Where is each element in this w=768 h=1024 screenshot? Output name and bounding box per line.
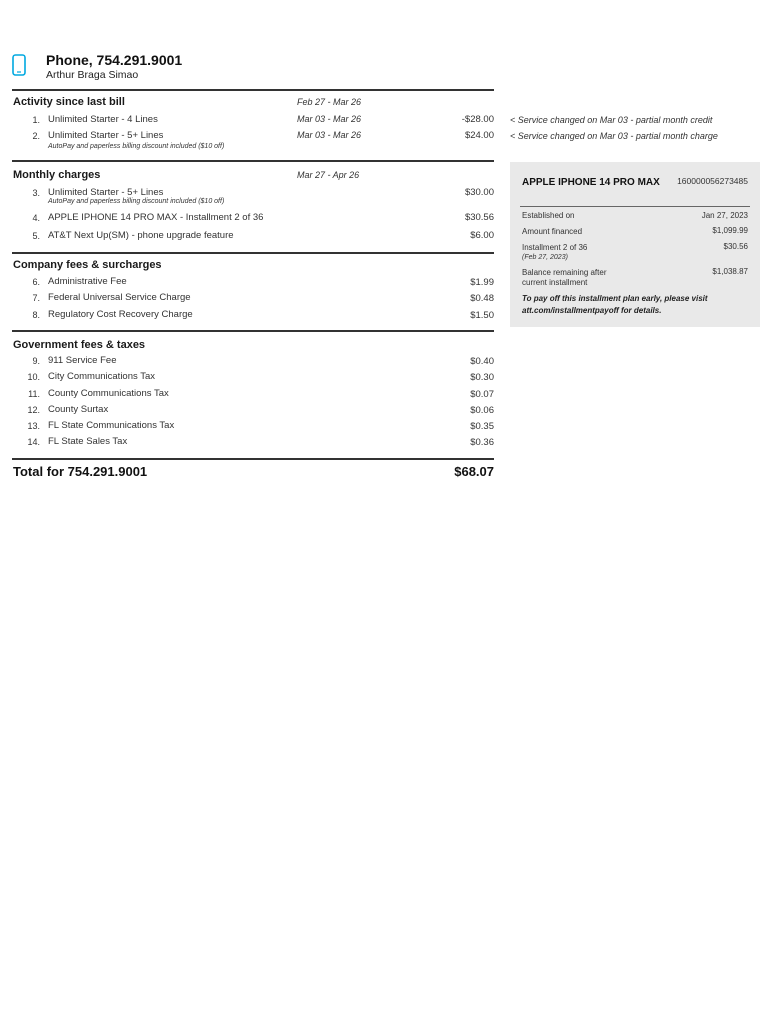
line-item-label: Unlimited Starter - 5+ Lines: [48, 130, 164, 141]
company-fees-section-title: Company fees & surcharges: [13, 259, 162, 271]
line-item-label: FL State Sales Tax: [48, 436, 128, 447]
line-item-dates: Mar 03 - Mar 26: [297, 114, 362, 124]
established-value: Jan 27, 2023: [701, 211, 748, 220]
financed-value: $1,099.99: [712, 226, 748, 235]
line-item-dates: Mar 03 - Mar 26: [297, 130, 362, 140]
section-divider: [12, 160, 494, 162]
box-divider: [520, 206, 750, 207]
line-item-label: AT&T Next Up(SM) - phone upgrade feature: [48, 230, 234, 241]
line-item-amount: $0.36: [470, 437, 494, 448]
discount-note: AutoPay and paperless billing discount included ($10 off): [48, 143, 225, 150]
line-item-number: 11.: [28, 389, 40, 399]
monthly-section-title: Monthly charges: [13, 169, 101, 181]
line-item-amount: $24.00: [464, 130, 494, 141]
line-item-amount: $0.07: [470, 389, 494, 400]
line-item-number: 12.: [27, 405, 40, 415]
line-item-number: 13.: [27, 421, 40, 431]
section-divider: [12, 252, 494, 254]
discount-note: AutoPay and paperless billing discount included ($10 off): [48, 198, 225, 205]
line-item-label: APPLE IPHONE 14 PRO MAX - Installment 2 of 36: [48, 212, 264, 223]
line-item-amount: $1.50: [470, 310, 494, 321]
line-item-amount: $0.06: [470, 405, 494, 416]
line-item-label: County Surtax: [48, 404, 109, 415]
installment-label: Installment 2 of 36: [522, 243, 588, 252]
line-item-number: 3.: [32, 188, 40, 198]
line-item-number: 10.: [27, 372, 40, 382]
activity-date-range: Feb 27 - Mar 26: [297, 97, 362, 107]
line-item-label: City Communications Tax: [48, 371, 156, 382]
line-item-label: Regulatory Cost Recovery Charge: [48, 309, 193, 320]
line-item-number: 8.: [32, 310, 40, 320]
device-title: APPLE IPHONE 14 PRO MAX: [522, 177, 660, 188]
line-item-amount: $30.00: [464, 187, 494, 198]
page-title: Phone, 754.291.9001: [46, 52, 183, 68]
account-holder-name: Arthur Braga Simao: [46, 69, 139, 81]
line-item-amount: $0.30: [470, 372, 494, 383]
line-item-amount: $30.56: [464, 212, 494, 223]
line-item-number: 7.: [32, 293, 40, 303]
line-item-label: Unlimited Starter - 4 Lines: [48, 114, 158, 125]
line-item-number: 4.: [32, 213, 40, 223]
line-item-number: 9.: [32, 356, 40, 366]
line-item-number: 6.: [32, 277, 40, 287]
government-fees-section-title: Government fees & taxes: [13, 339, 146, 351]
financed-label: Amount financed: [522, 227, 583, 236]
line-item-label: Federal Universal Service Charge: [48, 292, 191, 303]
section-divider: [12, 330, 494, 332]
line-item-number: 14.: [27, 437, 40, 447]
section-divider: [12, 89, 494, 91]
payoff-instructions: To pay off this installment plan early, please visit att.com/installmentpayoff for details.: [522, 294, 708, 315]
line-item-amount: $0.40: [470, 356, 494, 367]
balance-label: Balance remaining after current installment: [522, 268, 607, 287]
line-item-amount: $6.00: [470, 230, 494, 241]
total-label: Total for 754.291.9001: [13, 464, 148, 479]
installment-date: (Feb 27, 2023): [522, 254, 568, 261]
established-label: Established on: [522, 211, 575, 220]
line-item-label: Administrative Fee: [48, 276, 127, 287]
section-divider: [12, 458, 494, 460]
line-item-number: 2.: [32, 131, 40, 141]
line-item-side-note: < Service changed on Mar 03 - partial month charge: [510, 131, 718, 141]
line-item-amount: $0.48: [470, 293, 494, 304]
line-item-amount: -$28.00: [461, 114, 494, 125]
line-item-label: County Communications Tax: [48, 388, 169, 399]
line-item-amount: $0.35: [470, 421, 494, 432]
phone-icon: [12, 54, 26, 76]
line-item-side-note: < Service changed on Mar 03 - partial month credit: [510, 115, 713, 125]
total-amount: $68.07: [454, 464, 494, 479]
balance-value: $1,038.87: [712, 267, 748, 276]
line-item-number: 1.: [32, 115, 40, 125]
line-item-label: Unlimited Starter - 5+ Lines: [48, 187, 164, 198]
line-item-label: FL State Communications Tax: [48, 420, 175, 431]
line-item-amount: $1.99: [470, 277, 494, 288]
line-item-label: 911 Service Fee: [48, 355, 117, 366]
monthly-date-range: Mar 27 - Apr 26: [297, 170, 360, 180]
installment-plan-id: 160000056273485: [677, 176, 748, 186]
line-item-number: 5.: [32, 231, 40, 241]
installment-value: $30.56: [723, 242, 748, 251]
activity-section-title: Activity since last bill: [13, 96, 125, 108]
